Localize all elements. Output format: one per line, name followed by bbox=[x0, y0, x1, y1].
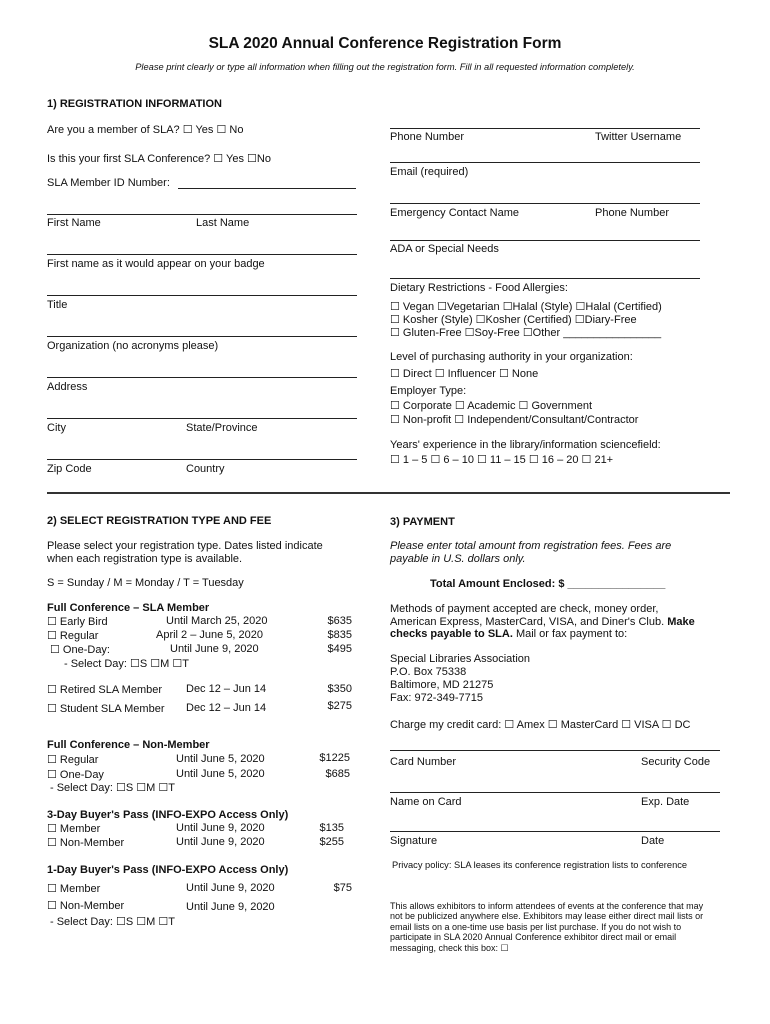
employer-question: Employer Type: bbox=[390, 385, 467, 397]
address-line-1: Special Libraries Association bbox=[390, 653, 531, 665]
b3-member-amount: $135 bbox=[319, 822, 344, 834]
payment-methods bbox=[390, 603, 700, 641]
early-bird-option[interactable]: ☐ Early Bird bbox=[47, 616, 108, 628]
form-title: SLA 2020 Annual Conference Registration Form bbox=[208, 35, 562, 52]
oneday-option[interactable]: ☐ One-Day: bbox=[50, 644, 110, 656]
retired-date: Dec 12 – Jun 14 bbox=[186, 683, 267, 695]
form-subtitle: Please print clearly or type all information when filling out the registration form. Fill in all requested information completely. bbox=[135, 62, 635, 72]
address-label: Address bbox=[47, 381, 88, 393]
emergency-contact-label: Emergency Contact Name bbox=[390, 207, 519, 219]
years-options[interactable]: ☐ 1 – 5 ☐ 6 – 10 ☐ 11 – 15 ☐ 16 – 20 ☐ 21+ bbox=[390, 454, 614, 466]
name-on-card-field[interactable] bbox=[390, 792, 720, 793]
first-conference-question[interactable]: Is this your first SLA Conference? ☐ Yes ☐No bbox=[47, 153, 271, 165]
b3-nonmember-date: Until June 9, 2020 bbox=[176, 836, 265, 848]
nm-regular-date: Until June 5, 2020 bbox=[176, 753, 265, 765]
authority-options[interactable]: ☐ Direct ☐ Influencer ☐ None bbox=[390, 368, 539, 380]
first-name-label: First Name bbox=[47, 217, 101, 229]
fax-number: Fax: 972-349-7715 bbox=[390, 692, 483, 704]
nm-oneday-date: Until June 5, 2020 bbox=[176, 768, 265, 780]
days-key: S = Sunday / M = Monday / T = Tuesday bbox=[47, 577, 244, 589]
retired-amount: $350 bbox=[327, 683, 352, 695]
dietary-label: Dietary Restrictions - Food Allergies: bbox=[390, 282, 568, 294]
phone-twitter-field[interactable] bbox=[390, 128, 700, 129]
emergency-field[interactable] bbox=[390, 203, 700, 204]
total-amount[interactable]: Total Amount Enclosed: $ ________________ bbox=[430, 578, 666, 590]
address-field[interactable] bbox=[47, 377, 357, 378]
early-bird-date: Until March 25, 2020 bbox=[166, 615, 268, 627]
diet-options-3[interactable]: ☐ Gluten-Free ☐Soy-Free ☐Other ________________ bbox=[390, 327, 662, 339]
state-label: State/Province bbox=[186, 422, 258, 434]
phone-label: Phone Number bbox=[390, 131, 464, 143]
mail-fax-text: Mail or fax payment to: bbox=[512, 628, 628, 640]
b1-nonmember-date: Until June 9, 2020 bbox=[186, 901, 275, 913]
b3-nonmember-amount: $255 bbox=[319, 836, 344, 848]
email-label: Email (required) bbox=[390, 166, 469, 178]
section2-heading: 2) SELECT REGISTRATION TYPE AND FEE bbox=[47, 515, 272, 527]
employer-options-1[interactable]: ☐ Corporate ☐ Academic ☐ Government bbox=[390, 400, 592, 412]
oneday-amount: $495 bbox=[327, 643, 352, 655]
retired-option[interactable]: ☐ Retired SLA Member bbox=[47, 684, 163, 696]
student-option[interactable]: ☐ Student SLA Member bbox=[47, 703, 165, 715]
regular-option[interactable]: ☐ Regular bbox=[47, 630, 99, 642]
privacy-policy: Privacy policy: SLA leases its conference registration lists to conference bbox=[392, 860, 688, 870]
member-id-field[interactable] bbox=[178, 188, 356, 189]
exp-date-label: Exp. Date bbox=[641, 796, 690, 808]
card-number-label: Card Number bbox=[390, 756, 457, 768]
diet-options-1[interactable]: ☐ Vegan ☐Vegetarian ☐Halal (Style) ☐Halal (Certified) bbox=[390, 301, 662, 313]
date-label: Date bbox=[641, 835, 665, 847]
city-label: City bbox=[47, 422, 66, 434]
name-field[interactable] bbox=[47, 214, 357, 215]
emergency-phone-label: Phone Number bbox=[595, 207, 669, 219]
email-field[interactable] bbox=[390, 162, 700, 163]
oneday-date: Until June 9, 2020 bbox=[170, 643, 259, 655]
payment-intro: Please enter total amount from registration fees. Fees are payable in U.S. dollars only. bbox=[390, 540, 672, 565]
buyer3-heading: 3-Day Buyer's Pass (INFO-EXPO Access Only) bbox=[47, 809, 289, 821]
b1-member-amount: $75 bbox=[333, 882, 352, 894]
select-day-3[interactable]: - Select Day: ☐S ☐M ☐T bbox=[50, 916, 175, 928]
address-line-3: Baltimore, MD 21275 bbox=[390, 679, 494, 691]
authority-question: Level of purchasing authority in your organization: bbox=[390, 351, 633, 363]
b3-member-date: Until June 9, 2020 bbox=[176, 822, 265, 834]
security-code-label: Security Code bbox=[641, 756, 711, 768]
student-date: Dec 12 – Jun 14 bbox=[186, 702, 267, 714]
b1-member-date: Until June 9, 2020 bbox=[186, 882, 275, 894]
regular-date: April 2 – June 5, 2020 bbox=[156, 629, 264, 641]
b3-member-option[interactable]: ☐ Member bbox=[47, 823, 101, 835]
organization-field[interactable] bbox=[47, 336, 357, 337]
buyer1-heading: 1-Day Buyer's Pass (INFO-EXPO Access Only) bbox=[47, 864, 289, 876]
b1-nonmember-option[interactable]: ☐ Non-Member bbox=[47, 900, 125, 912]
country-label: Country bbox=[186, 463, 225, 475]
payment-methods-text: Methods of payment accepted are check, money order, American Express, MasterCard, VISA, and Diner's Club. bbox=[390, 603, 665, 628]
section1-heading: 1) REGISTRATION INFORMATION bbox=[47, 98, 222, 110]
twitter-label: Twitter Username bbox=[595, 131, 682, 143]
select-day-1[interactable]: - Select Day: ☐S ☐M ☐T bbox=[64, 658, 189, 670]
checks-payable: Make checks payable to SLA. bbox=[390, 615, 695, 640]
nm-oneday-option[interactable]: ☐ One-Day bbox=[47, 769, 104, 781]
signature-field[interactable] bbox=[390, 831, 720, 832]
card-number-field[interactable] bbox=[390, 750, 720, 751]
b1-member-option[interactable]: ☐ Member bbox=[47, 883, 101, 895]
zip-country-field[interactable] bbox=[47, 459, 357, 460]
organization-label: Organization (no acronyms please) bbox=[47, 340, 219, 352]
early-bird-amount: $635 bbox=[327, 615, 352, 627]
nm-oneday-amount: $685 bbox=[325, 768, 350, 780]
dietary-field[interactable] bbox=[390, 278, 700, 279]
last-name-label: Last Name bbox=[196, 217, 250, 229]
b3-nonmember-option[interactable]: ☐ Non-Member bbox=[47, 837, 125, 849]
regular-amount: $835 bbox=[327, 629, 352, 641]
section3-heading: 3) PAYMENT bbox=[390, 516, 455, 528]
signature-label: Signature bbox=[390, 835, 438, 847]
member-question[interactable]: Are you a member of SLA? ☐ Yes ☐ No bbox=[47, 124, 244, 136]
member-id-label: SLA Member ID Number: bbox=[47, 177, 170, 189]
years-question: Years' experience in the library/information sciencefield: bbox=[390, 439, 661, 451]
city-state-field[interactable] bbox=[47, 418, 357, 419]
badge-name-field[interactable] bbox=[47, 254, 357, 255]
section-divider bbox=[47, 492, 730, 494]
select-day-2[interactable]: - Select Day: ☐S ☐M ☐T bbox=[50, 782, 175, 794]
ada-label: ADA or Special Needs bbox=[390, 243, 499, 255]
exhibitor-notice[interactable]: This allows exhibitors to inform attendees of events at the conference that may not be publicized anywhere else. Exhibitors may lease either direct mail lists or email lists on a one-time use basis per list purchase. If you do not wish to participate in SLA 2020 Annual Conference exhibitor direct mail or email messaging, check this box: ☐ bbox=[390, 901, 704, 953]
credit-card-options[interactable]: Charge my credit card: ☐ Amex ☐ MasterCard ☐ VISA ☐ DC bbox=[390, 719, 691, 731]
fc-nonmember-heading: Full Conference – Non-Member bbox=[47, 739, 210, 751]
badge-name-label: First name as it would appear on your badge bbox=[47, 258, 265, 270]
title-field[interactable] bbox=[47, 295, 357, 296]
diet-options-2[interactable]: ☐ Kosher (Style) ☐Kosher (Certified) ☐Diary-Free bbox=[390, 314, 637, 326]
fc-member-heading: Full Conference – SLA Member bbox=[47, 602, 210, 614]
address-line-2: P.O. Box 75338 bbox=[390, 666, 467, 678]
title-label: Title bbox=[47, 299, 68, 311]
nm-regular-option[interactable]: ☐ Regular bbox=[47, 754, 99, 766]
nm-regular-amount: $1225 bbox=[319, 752, 350, 764]
employer-options-2[interactable]: ☐ Non-profit ☐ Independent/Consultant/Contractor bbox=[390, 414, 639, 426]
section2-intro: Please select your registration type. Dates listed indicate when each registration type is available. bbox=[47, 540, 323, 565]
zip-label: Zip Code bbox=[47, 463, 92, 475]
ada-field[interactable] bbox=[390, 240, 700, 241]
name-on-card-label: Name on Card bbox=[390, 796, 462, 808]
student-amount: $275 bbox=[327, 700, 352, 712]
